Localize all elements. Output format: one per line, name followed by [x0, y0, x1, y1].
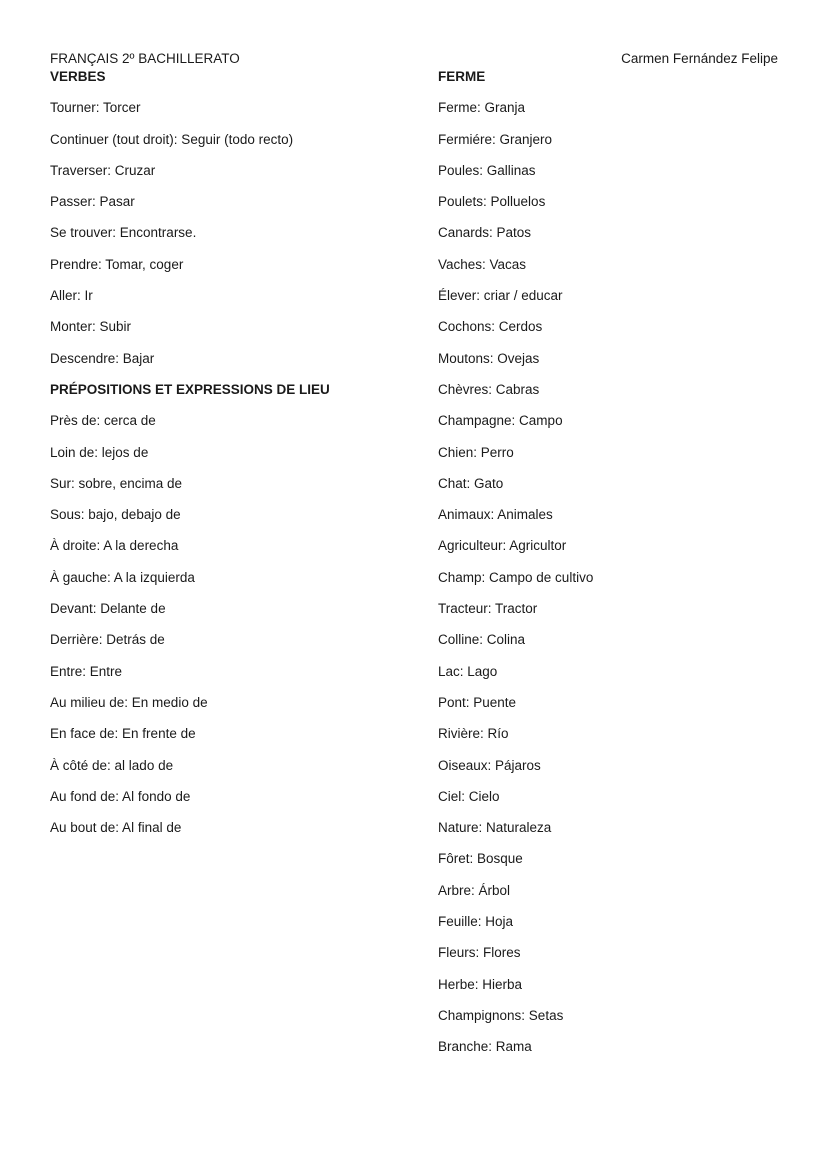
header-author: Carmen Fernández Felipe [621, 51, 778, 66]
prepositions-heading: PRÉPOSITIONS ET EXPRESSIONS DE LIEU [50, 381, 330, 397]
vocab-item: Prendre: Tomar, coger [50, 256, 184, 272]
vocab-item: Poulets: Polluelos [438, 194, 546, 210]
vocab-item: Monter: Subir [50, 319, 132, 335]
vocab-item: Champ: Campo de cultivo [438, 569, 594, 585]
vocab-item: Au milieu de: En medio de [50, 694, 208, 710]
vocab-item: Agriculteur: Agricultor [438, 538, 567, 554]
vocab-item: Loin de: lejos de [50, 444, 149, 460]
verbes-list [50, 100, 330, 382]
vocab-item: Cochons: Cerdos [438, 319, 543, 335]
vocab-item: Champignons: Setas [438, 1007, 564, 1023]
vocab-item: Tourner: Torcer [50, 100, 141, 116]
vocab-item: Passer: Pasar [50, 194, 135, 210]
vocab-item: Fôret: Bosque [438, 851, 523, 867]
vocab-item: Rivière: Río [438, 726, 509, 742]
vocab-item: Ciel: Cielo [438, 788, 500, 804]
vocab-item: En face de: En frente de [50, 726, 196, 742]
vocab-item: Herbe: Hierba [438, 976, 523, 992]
right-column [438, 69, 593, 1071]
vocab-item: Oiseaux: Pájaros [438, 757, 541, 773]
vocab-item: Chat: Gato [438, 475, 504, 491]
vocab-item: Au bout de: Al final de [50, 820, 182, 836]
vocab-item: Chien: Perro [438, 444, 514, 460]
vocab-item: Pont: Puente [438, 694, 517, 710]
vocab-item: Chèvres: Cabras [438, 381, 540, 397]
vocab-item: Vaches: Vacas [438, 256, 527, 272]
vocab-item: Arbre: Árbol [438, 882, 511, 898]
ferme-heading: FERME [438, 69, 486, 84]
vocab-item: Se trouver: Encontrarse. [50, 225, 197, 241]
vocab-item: Sur: sobre, encima de [50, 475, 183, 491]
vocab-item: Canards: Patos [438, 225, 532, 241]
vocab-item: Entre: Entre [50, 663, 123, 679]
vocab-item: Traverser: Cruzar [50, 162, 156, 178]
left-column [50, 69, 330, 851]
vocab-item: Sous: bajo, debajo de [50, 507, 181, 523]
vocab-item: Descendre: Bajar [50, 350, 155, 366]
vocab-item: À droite: A la derecha [50, 538, 179, 554]
vocab-item: Fleurs: Flores [438, 945, 521, 961]
vocab-item: Animaux: Animales [438, 507, 553, 523]
verbes-heading: VERBES [50, 69, 106, 84]
vocab-item: Champagne: Campo [438, 413, 563, 429]
vocab-item: Poules: Gallinas [438, 162, 536, 178]
vocab-item: Moutons: Ovejas [438, 350, 540, 366]
vocab-item: Nature: Naturaleza [438, 820, 552, 836]
vocab-item: Au fond de: Al fondo de [50, 788, 191, 804]
vocab-item: Colline: Colina [438, 632, 526, 648]
vocab-item: Derrière: Detrás de [50, 632, 165, 648]
vocab-item: À gauche: A la izquierda [50, 569, 195, 585]
ferme-list [438, 100, 593, 1070]
vocab-item: À côté de: al lado de [50, 757, 174, 773]
prepositions-list [50, 413, 330, 851]
vocab-item: Continuer (tout droit): Seguir (todo recto) [50, 131, 294, 147]
vocab-item: Ferme: Granja [438, 100, 526, 116]
vocab-item: Tracteur: Tractor [438, 601, 538, 617]
vocab-item: Lac: Lago [438, 663, 498, 679]
vocab-item: Élever: criar / educar [438, 288, 563, 304]
vocab-item: Aller: Ir [50, 288, 93, 304]
vocab-item: Devant: Delante de [50, 601, 166, 617]
header-course-title: FRANÇAIS 2º BACHILLERATO [50, 51, 240, 66]
vocab-item: Branche: Rama [438, 1039, 532, 1055]
vocab-item: Près de: cerca de [50, 413, 156, 429]
vocab-item: Fermiére: Granjero [438, 131, 553, 147]
vocab-item: Feuille: Hoja [438, 914, 514, 930]
